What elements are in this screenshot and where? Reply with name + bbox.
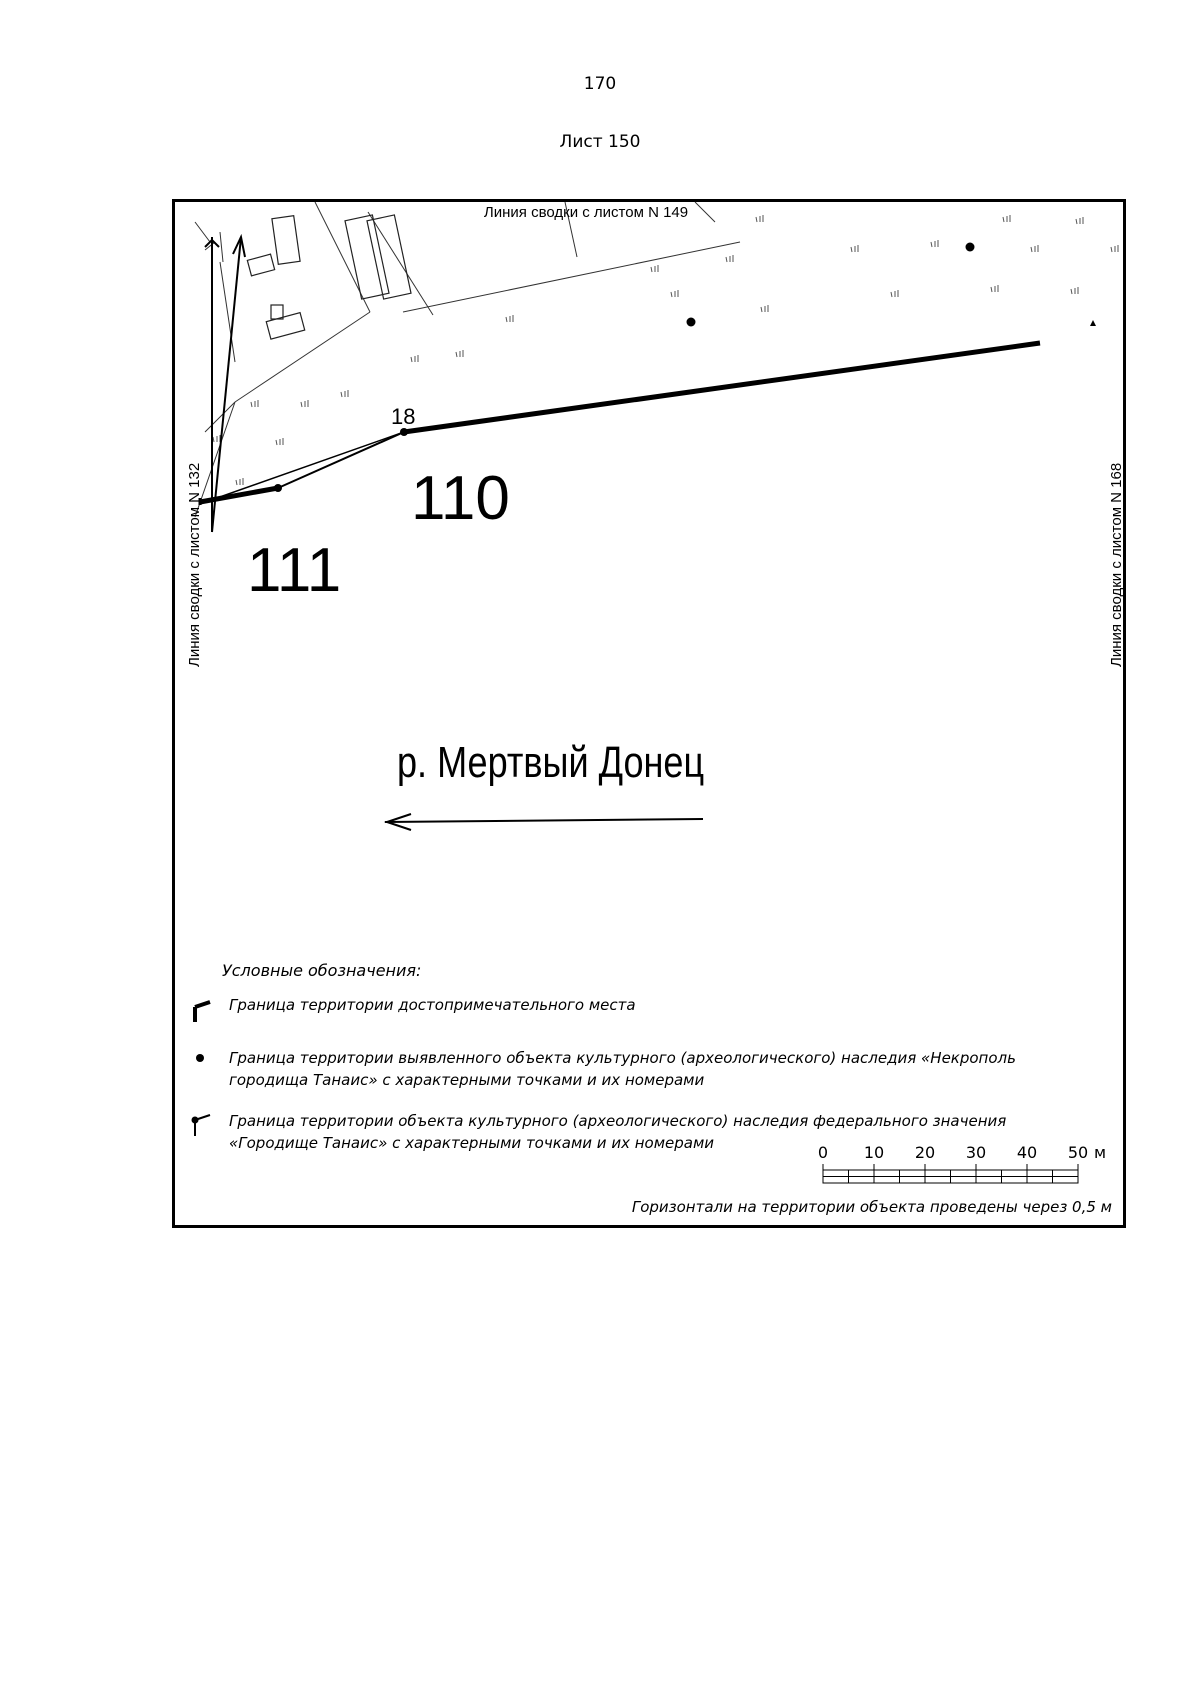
point-symbol-icon <box>1090 320 1096 326</box>
landmark-boundary-symbol-icon <box>195 1002 210 1022</box>
map-canvas <box>175 202 1123 1225</box>
north-arrow-icon <box>205 237 245 532</box>
scale-tick-label: 0 <box>817 1143 829 1162</box>
legend-title: Условные обозначения: <box>222 961 422 980</box>
river-label: р. Мертвый Донец <box>397 737 705 787</box>
map-sheet <box>172 199 1126 1228</box>
legend-item-label: «Городище Танаис» с характерными точками и их номерами <box>229 1134 715 1152</box>
legend-item-label: Граница территории объекта культурного (археологического) наследия федерального значения <box>229 1112 1007 1130</box>
legend <box>192 961 1016 1152</box>
adjacency-top-label: Линия сводки с листом N 149 <box>483 204 689 221</box>
legend-item-label: Граница территории выявленного объекта культурного (археологического) наследия «Некрополь <box>229 1049 1016 1067</box>
federal-site-boundary-symbol-icon <box>192 1115 210 1136</box>
legend-item-label: городища Танаис» с характерными точками и их номерами <box>229 1071 705 1089</box>
scale-tick-label: 10 <box>863 1143 885 1162</box>
legend-item-landmark-boundary <box>195 996 636 1022</box>
boundary-lines <box>200 343 1040 505</box>
legend-item-label: Граница территории достопримечательного места <box>229 996 636 1014</box>
scale-tick-label: 50 <box>1067 1143 1089 1162</box>
parcel-label-111: 111 <box>247 536 342 605</box>
point-number-label: 18 <box>391 404 416 429</box>
sheet-title: Лист 150 <box>559 132 641 152</box>
adjacency-right-label: Линия сводки с листом N 168 <box>1108 462 1125 667</box>
page-number: 170 <box>583 74 617 94</box>
scale-tick-label: 40 <box>1016 1143 1038 1162</box>
scale-bar <box>818 1143 1106 1183</box>
parcel-label-110: 110 <box>411 464 510 533</box>
scale-tick-label: 20 <box>914 1143 936 1162</box>
scale-unit-label: м <box>1093 1143 1107 1162</box>
contours-note: Горизонтали на территории объекта проведены через 0,5 м <box>631 1198 1112 1216</box>
river-flow-arrow-icon <box>385 814 703 830</box>
legend-item-necropolis-boundary <box>196 1049 1016 1089</box>
necropolis-point-symbol-icon <box>196 1054 204 1062</box>
adjacency-left-label: Линия сводки с листом N 132 <box>186 462 203 667</box>
buildings <box>247 215 411 339</box>
scale-tick-label: 30 <box>965 1143 987 1162</box>
